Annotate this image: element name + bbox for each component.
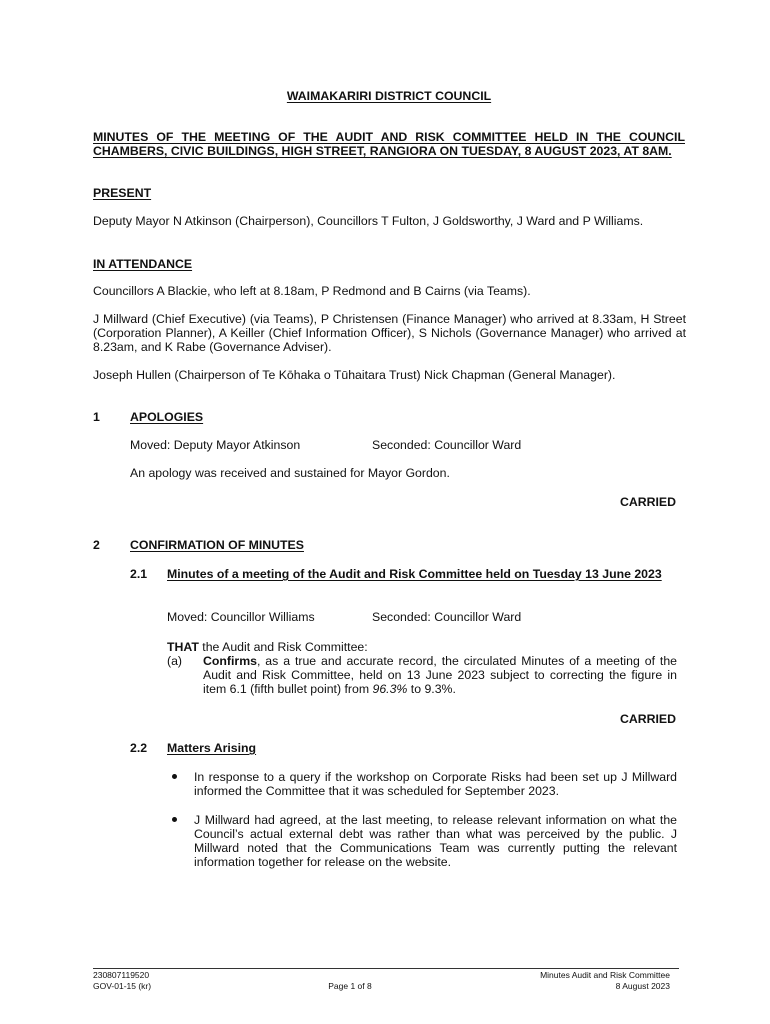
sub-2-1-seconded: Seconded: Councillor Ward bbox=[372, 610, 522, 624]
attendance-staff: J Millward (Chief Executive) (via Teams), P Christensen (Finance Manager) who arrived at 8.33am, H Street (Corporation Planner), A Keiller (Chief Information Officer), S Nichols (Governance Manager) who arrived at 8.23am, and K Rabe (Governance Adviser). bbox=[93, 312, 686, 354]
footer-page-number: Page 1 of 8 bbox=[328, 981, 372, 991]
sub-2-2-number: 2.2 bbox=[130, 741, 148, 755]
confirms-italic-figure: 96.3% bbox=[372, 682, 408, 696]
resolution-item-label: (a) bbox=[167, 654, 183, 668]
minutes-title: MINUTES OF THE MEETING OF THE AUDIT AND RISK COMMITTEE HELD IN THE COUNCIL CHAMBERS, CIVIC BUILDINGS, HIGH STREET, RANGIORA ON TUESDAY, 8 AUGUST 2023, AT 8AM. bbox=[93, 130, 685, 158]
footer-date: 8 August 2023 bbox=[615, 981, 670, 991]
resolution-item-text bbox=[203, 654, 677, 696]
section-1-apology: An apology was received and sustained for Mayor Gordon. bbox=[130, 466, 450, 480]
footer-divider bbox=[93, 968, 679, 969]
section-1-carried: CARRIED bbox=[619, 495, 676, 509]
present-text: Deputy Mayor N Atkinson (Chairperson), Councillors T Fulton, J Goldsworthy, J Ward and P Williams. bbox=[93, 214, 644, 228]
sub-2-2-heading: Matters Arising bbox=[167, 741, 257, 755]
footer-doc-title: Minutes Audit and Risk Committee bbox=[540, 970, 670, 980]
section-1-heading: APOLOGIES bbox=[130, 410, 204, 424]
attendance-guests: Joseph Hullen (Chairperson of Te Kōhaka o Tūhaitara Trust) Nick Chapman (General Manager). bbox=[93, 368, 616, 382]
attendance-heading: IN ATTENDANCE bbox=[93, 257, 193, 271]
section-1-number: 1 bbox=[93, 410, 100, 424]
confirms-text-b: to 9.3%. bbox=[407, 682, 456, 696]
section-1-seconded: Seconded: Councillor Ward bbox=[372, 438, 522, 452]
sub-2-1-moved: Moved: Councillor Williams bbox=[167, 610, 315, 624]
section-2-heading: CONFIRMATION OF MINUTES bbox=[130, 538, 304, 552]
resolution-that-text: the Audit and Risk Committee: bbox=[198, 640, 368, 654]
bullet-icon bbox=[172, 817, 177, 822]
list-item: J Millward had agreed, at the last meeting, to release relevant information on what the Council’s actual external debt was rather than what was perceived by the public. J Millward noted that the Communications Team was currently putting the relevant information together for release on the website. bbox=[194, 813, 677, 869]
section-2-number: 2 bbox=[93, 538, 100, 552]
sub-2-1-number: 2.1 bbox=[130, 567, 148, 581]
bullet-icon bbox=[172, 774, 177, 779]
resolution-that-keyword: THAT bbox=[167, 640, 199, 654]
present-heading: PRESENT bbox=[93, 186, 152, 200]
section-1-moved: Moved: Deputy Mayor Atkinson bbox=[130, 438, 301, 452]
attendance-councillors: Councillors A Blackie, who left at 8.18am, P Redmond and B Cairns (via Teams). bbox=[93, 284, 531, 298]
council-name: WAIMAKARIRI DISTRICT COUNCIL bbox=[286, 89, 492, 103]
sub-2-1-heading: Minutes of a meeting of the Audit and Risk Committee held on Tuesday 13 June 2023 bbox=[167, 567, 662, 581]
footer-doc-id: 230807119520 bbox=[93, 970, 150, 980]
confirms-text-a: , as a true and accurate record, the circulated Minutes of a meeting of the Audit and Risk Committee, held on 13 June 2023 subject to correcting the figure in item 6.1 (fifth bullet point) from bbox=[203, 654, 677, 696]
list-item: In response to a query if the workshop on Corporate Risks had been set up J Millward informed the Committee that it was scheduled for September 2023. bbox=[194, 770, 677, 798]
footer-ref: GOV-01-15 (kr) bbox=[93, 981, 152, 991]
confirms-keyword: Confirms bbox=[203, 654, 257, 668]
sub-2-1-carried: CARRIED bbox=[619, 712, 676, 726]
resolution-that bbox=[167, 640, 368, 654]
